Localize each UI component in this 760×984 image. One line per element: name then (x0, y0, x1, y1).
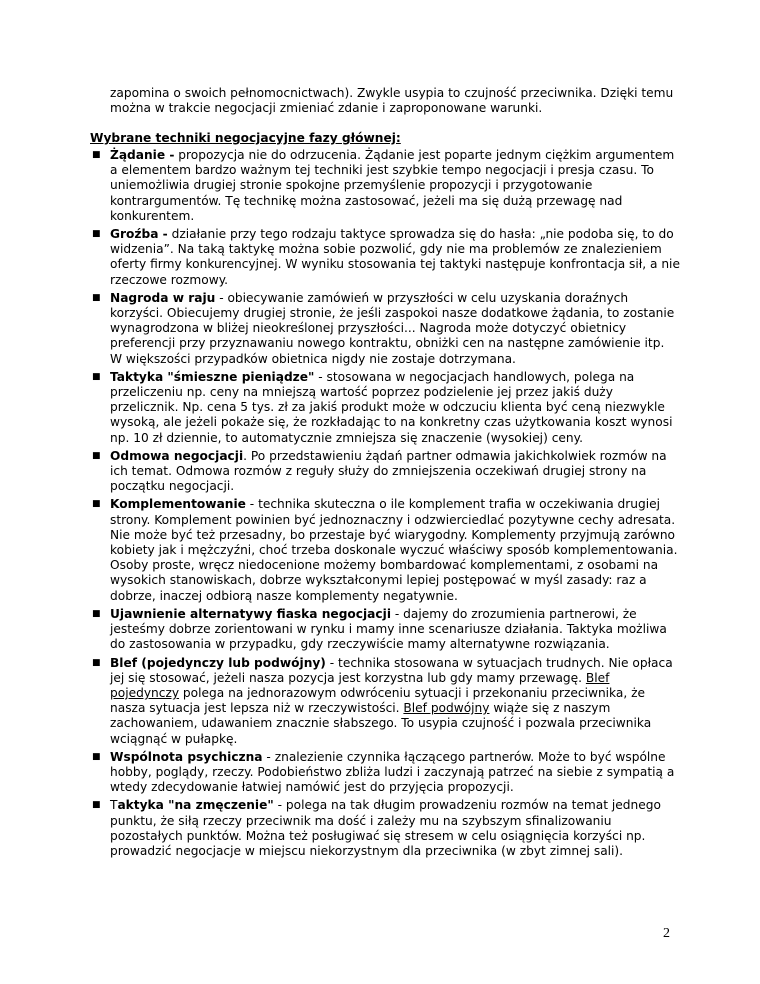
item-text: propozycja nie do odrzucenia. Żądanie jest poparte jednym ciężkim argumentem a elementem bardzo ważnym tej techniki jest szybkie tempo negocjacji i presja czasu. To uniemożliwia drugiej stronie spokojne przemyślenie propozycji i przygotowanie kontrargumentów. Tę technikę można zastosować, jeżeli ma się dużą przewagę nad konkurentem. (110, 148, 675, 223)
item-text: polega na jednorazowym odwróceniu sytuacji i przekonaniu przeciwnika, że nasza sytuacja jest lepsza niż w rzeczywistości. (110, 685, 646, 716)
item-term: Wspólnota psychiczna (110, 749, 263, 764)
item-term: Komplementowanie (110, 497, 246, 512)
item-text: - polega na tak długim prowadzeniu rozmów na temat jednego punktu, że siłą rzeczy przeciwnik ma dość i zależy mu na szybszym sfinalizowaniu pozostałych punktów. Można też posługiwać się stresem w celu osiągnięcia korzyści np. prowadzić negocjacje w miejscu niekorzystnym dla przeciwnika (w zbyt zimnej sali). (110, 798, 661, 858)
list-item (90, 148, 680, 224)
square-bullet-icon: ■ (92, 499, 101, 510)
list-item (90, 449, 680, 495)
square-bullet-icon: ■ (92, 150, 101, 160)
list-item (90, 656, 680, 747)
item-term: Groźba - (110, 227, 168, 242)
list-item (90, 607, 680, 653)
square-bullet-icon: ■ (92, 292, 101, 303)
item-text: - dajemy do zrozumienia partnerowi, że jesteśmy dobrze zorientowani w rynku i mamy inne scenariusze działania. Taktyka możliwa do zastosowania w przypadku, gdy rzeczywiście mamy alternatywne rozwiązania. (110, 606, 667, 652)
list-item (90, 291, 680, 367)
item-prefix: T (110, 798, 118, 813)
item-text: - stosowana w negocjacjach handlowych, polega na przeliczeniu np. ceny na mniejszą wartość poprzez podzielenie jej przez jakiś duży przelicznik. Np. cena 5 tys. zł za jakiś produkt może w odczuciu klienta być ceną niezwykle wysoką, ale jeżeli pokaże się, że rozkładając to na konkretny czas użytkowania koszt wynosi np. 10 zł dziennie, to automatycznie zmniejsza się znaczenie (wysokiej) ceny. (110, 369, 673, 445)
list-item (90, 750, 680, 796)
item-term: Blef (pojedynczy lub podwójny) (110, 655, 326, 670)
item-term: Taktyka "śmieszne pieniądze" (110, 369, 315, 384)
list-item (90, 798, 680, 859)
technique-list (90, 148, 680, 862)
underlined-term: Blef podwójny (403, 701, 490, 716)
item-text: - technika skuteczna o ile komplement trafia w oczekiwania drugiej strony. Komplement powinien być jednoznaczny i odzwierciedlać pozytywne cechy adresata. Nie może być też przesadny, bo przestaje być wiarygodny. Komplementy przyjmują zarówno kobiety jak i mężczyźni, choć trzeba doskonale wyczuć właściwy sposób komplementowania. Osoby proste, wręcz niedocenione możemy bombardować komplementami, z osobami na wysokich stanowiskach, dobrze wykształconymi lepiej postępować w myśl zasady: raz a dobrze, inaczej odbiorą nasze komplementy negatywnie. (110, 497, 678, 603)
item-text: - znalezienie czynnika łączącego partnerów. Może to być wspólne hobby, poglądy, rzeczy. Podobieństwo zbliża ludzi i zaczynają patrzeć na siebie z sympatią a wtedy zdecydowanie łatwiej namówić jest do przyjęcia propozycji. (110, 749, 675, 795)
square-bullet-icon: ■ (92, 371, 101, 382)
item-text: - obiecywanie zamówień w przyszłości w celu uzyskania doraźnych korzyści. Obiecujemy drugiej stronie, że jeśli zaspokoi nasze dodatkowe żądania, to zostanie wynagrodzona w bliżej nieokreślonej przyszłości... Nagroda może dotyczyć obietnicy preferencji przy przyznawaniu nowego kontraktu, obniżki cen na następne zamówienie itp. W większości przypadków obietnica nigdy nie zostaje dotrzymana. (110, 290, 675, 366)
section-heading: Wybrane techniki negocjacyjne fazy głównej: (90, 131, 401, 145)
list-item (90, 370, 680, 446)
square-bullet-icon: ■ (92, 800, 101, 811)
item-text: . Po przedstawieniu żądań partner odmawia jakichkolwiek rozmów na ich temat. Odmowa rozmów z reguły służy do zmniejszenia oczekiwań drugiej strony na początku negocjacji. (110, 448, 667, 494)
item-term: Ujawnienie alternatywy fiaska negocjacji (110, 606, 391, 621)
item-term: Żądanie - (110, 148, 175, 162)
square-bullet-icon: ■ (92, 751, 101, 762)
square-bullet-icon: ■ (92, 450, 101, 461)
item-term: aktyka "na zmęczenie" (117, 798, 274, 813)
item-text: wiąże się z naszym zachowaniem, udawaniem znacznie słabszego. To usypia czujność i pozwala przeciwnika wciągnąć w pułapkę. (110, 701, 652, 746)
item-text: działanie przy tego rodzaju taktyce sprowadza się do hasła: „nie podoba się, to do widzenia”. Na taką taktykę można sobie pozwolić, gdy nie ma problemów ze znalezieniem oferty firmy konkurencyjnej. W wyniku stosowania tej taktyki następuje konfrontacja sił, a nie rzeczowe rozmowy. (110, 227, 680, 287)
list-item (90, 497, 680, 603)
item-term: Odmowa negocjacji (110, 448, 244, 463)
square-bullet-icon: ■ (92, 608, 101, 619)
item-term: Nagroda w raju (110, 290, 216, 305)
underlined-term: Blef pojedynczy (110, 670, 610, 700)
square-bullet-icon: ■ (92, 657, 101, 668)
square-bullet-icon: ■ (92, 229, 101, 240)
item-text: - technika stosowana w sytuacjach trudnych. Nie opłaca jej się stosować, jeżeli nasza pozycja jest korzystna lub gdy mamy przewagę. (110, 655, 673, 685)
intro-paragraph: zapomina o swoich pełnomocnictwach). Zwykle usypia to czujność przeciwnika. Dzięki temu można w trakcie negocjacji zmieniać zdanie i zaproponowane warunki. (110, 86, 674, 116)
list-item (90, 227, 680, 288)
page-number: 2 (663, 926, 670, 941)
